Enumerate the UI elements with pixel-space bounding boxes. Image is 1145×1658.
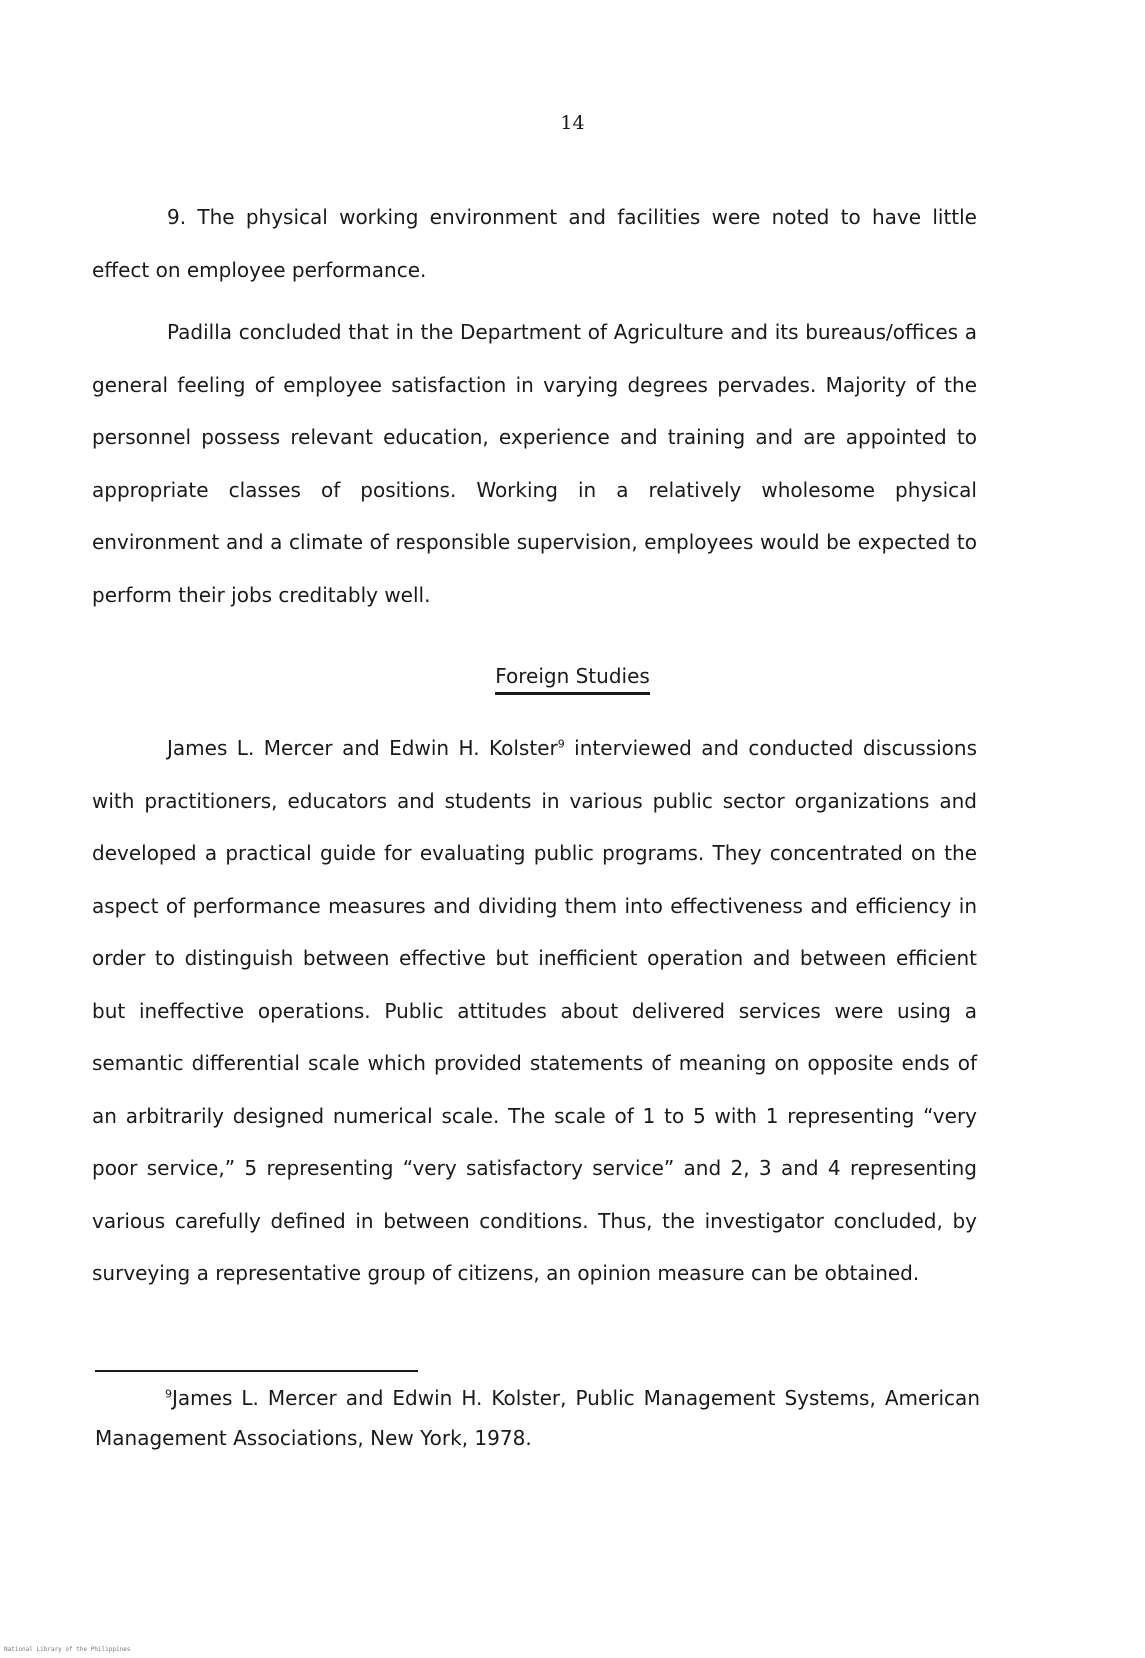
page-number: 14 <box>560 112 585 134</box>
mercer-body: interviewed and conducted discussions with practitioners, educators and students in various public sector organizations and developed a practical guide for evaluating public programs. They concentrated on the aspect of performance measures and dividing them into effectiveness and efficiency in order to distinguish between effective but inefficient operation and between efficient but ineffective operations. Public attitudes about delivered services were using a semantic differential scale which provided statements of meaning on opposite ends of an arbitrarily designed numerical scale. The scale of 1 to 5 with 1 representing “very poor service,” 5 representing “very satisfactory service” and 2, 3 and 4 representing various carefully defined in between conditions. Thus, the investigator concluded, by surveying a representative group of citizens, an opinion measure can be obtained. <box>92 736 978 1285</box>
padilla-paragraph: Padilla concluded that in the Department of Agriculture and its bureaus/offices a general feeling of employee satisfaction in varying degrees pervades. Majority of the personnel possess relevant education, experience and training and are appointed to appropriate classes of positions. Working in a relatively wholesome physical environment and a climate of responsible supervision, employees would be expected to perform their jobs creditably well. <box>92 320 977 607</box>
padilla-block <box>92 306 977 621</box>
mercer-block <box>92 722 977 1300</box>
footnote-text <box>95 1378 980 1458</box>
item-9-paragraph: 9. The physical working environment and facilities were noted to have little effect on employee performance. <box>92 205 977 282</box>
footnote <box>95 1378 980 1458</box>
footnote-reference-9: 9 <box>557 737 565 751</box>
footnote-citation: James L. Mercer and Edwin H. Kolster, Public Management Systems, American Management Associations, New York, 1978. <box>95 1386 980 1450</box>
mercer-paragraph <box>92 722 977 1300</box>
item-9-block <box>92 191 977 296</box>
scan-watermark-strip: National Library of the Philippines <box>4 1646 131 1653</box>
footnote-mark: 9 <box>165 1387 172 1401</box>
section-heading <box>0 664 1145 695</box>
section-heading-text: Foreign Studies <box>495 664 650 695</box>
footnote-divider <box>95 1370 418 1372</box>
mercer-authors: James L. Mercer and Edwin H. Kolster <box>167 736 558 760</box>
